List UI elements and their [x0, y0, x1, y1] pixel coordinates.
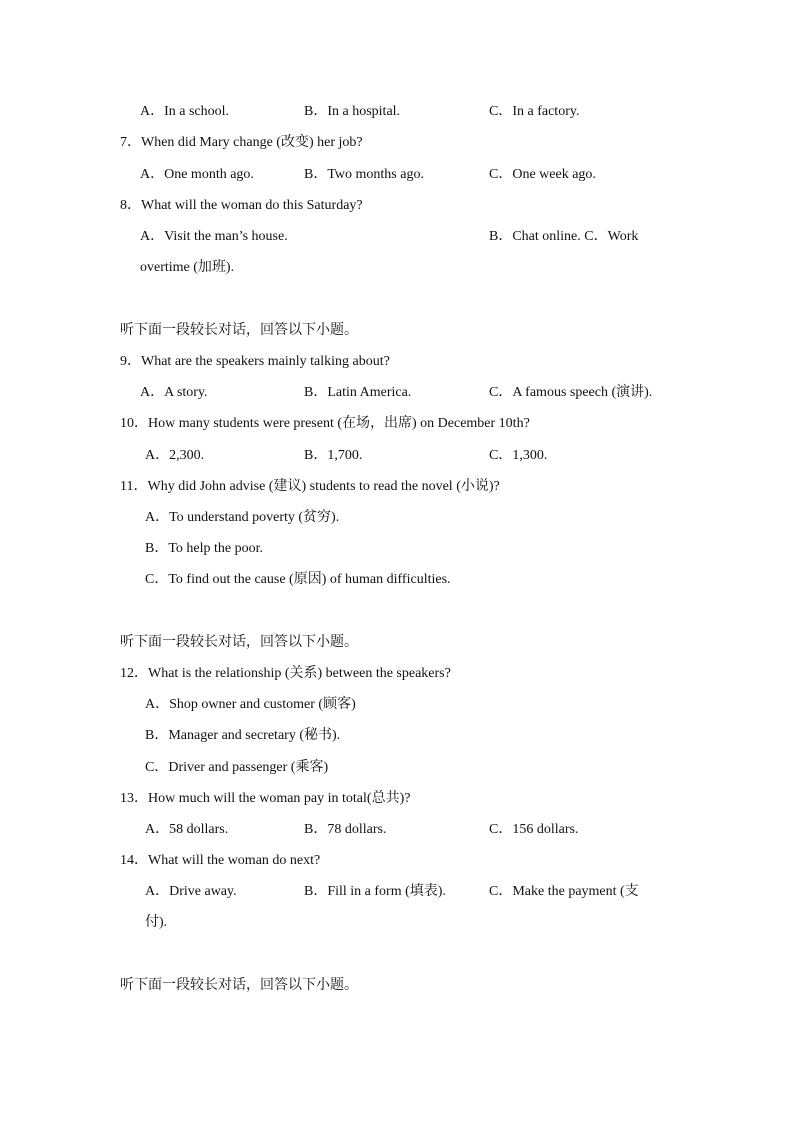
q10-option-c: C．1,300. — [489, 448, 548, 463]
q14-option-c-continued: 付). — [145, 915, 168, 930]
q13-question: 13．How much will the woman pay in total(总共)? — [120, 791, 411, 806]
q6-option-a: A．In a school. — [140, 104, 230, 119]
q11-option-b: B．To help the poor. — [145, 541, 264, 556]
q13-option-c: C．156 dollars. — [489, 822, 579, 837]
q10-option-b: B．1,700. — [304, 448, 363, 463]
q9-option-b: B．Latin America. — [304, 385, 412, 400]
section-heading: 听下面一段较长对话，回答以下小题。 — [120, 977, 358, 993]
q11-question: 11．Why did John advise (建议) students to read the novel (小说)? — [120, 479, 500, 494]
q12-option-c: C．Driver and passenger (乘客) — [145, 760, 329, 775]
q8-option-c-continued: overtime (加班). — [140, 260, 235, 275]
q13-option-a: A．58 dollars. — [145, 822, 229, 837]
q12-option-a: A．Shop owner and customer (顾客) — [145, 697, 356, 712]
q9-option-a: A．A story. — [140, 385, 208, 400]
q6-option-c: C．In a factory. — [489, 104, 580, 119]
q10-option-a: A．2,300. — [145, 448, 205, 463]
q14-option-b: B．Fill in a form (填表). — [304, 884, 446, 899]
q10-question: 10．How many students were present (在场，出席) on December 10th? — [120, 416, 530, 431]
q9-option-c: C．A famous speech (演讲). — [489, 385, 653, 400]
q7-question: 7．When did Mary change (改变) her job? — [120, 135, 363, 150]
q14-question: 14．What will the woman do next? — [120, 853, 321, 868]
q11-option-c: C．To find out the cause (原因) of human difficulties. — [145, 572, 451, 587]
q7-option-c: C．One week ago. — [489, 167, 596, 182]
q12-question: 12．What is the relationship (关系) between the speakers? — [120, 666, 451, 681]
q13-option-b: B．78 dollars. — [304, 822, 387, 837]
q12-option-b: B．Manager and secretary (秘书). — [145, 728, 341, 743]
q6-option-b: B．In a hospital. — [304, 104, 401, 119]
q14-option-a: A．Drive away. — [145, 884, 237, 899]
q11-option-a: A．To understand poverty (贫穷). — [145, 510, 340, 525]
q14-option-c: C．Make the payment (支 — [489, 884, 639, 899]
q7-option-a: A．One month ago. — [140, 167, 254, 182]
section-heading: 听下面一段较长对话，回答以下小题。 — [120, 634, 358, 650]
q7-option-b: B．Two months ago. — [304, 167, 424, 182]
q9-question: 9．What are the speakers mainly talking about? — [120, 354, 390, 369]
q8-option-bc: B．Chat online. C．Work — [489, 229, 639, 244]
q8-question: 8．What will the woman do this Saturday? — [120, 198, 363, 213]
q8-option-a: A．Visit the man’s house. — [140, 229, 288, 244]
section-heading: 听下面一段较长对话，回答以下小题。 — [120, 322, 358, 338]
